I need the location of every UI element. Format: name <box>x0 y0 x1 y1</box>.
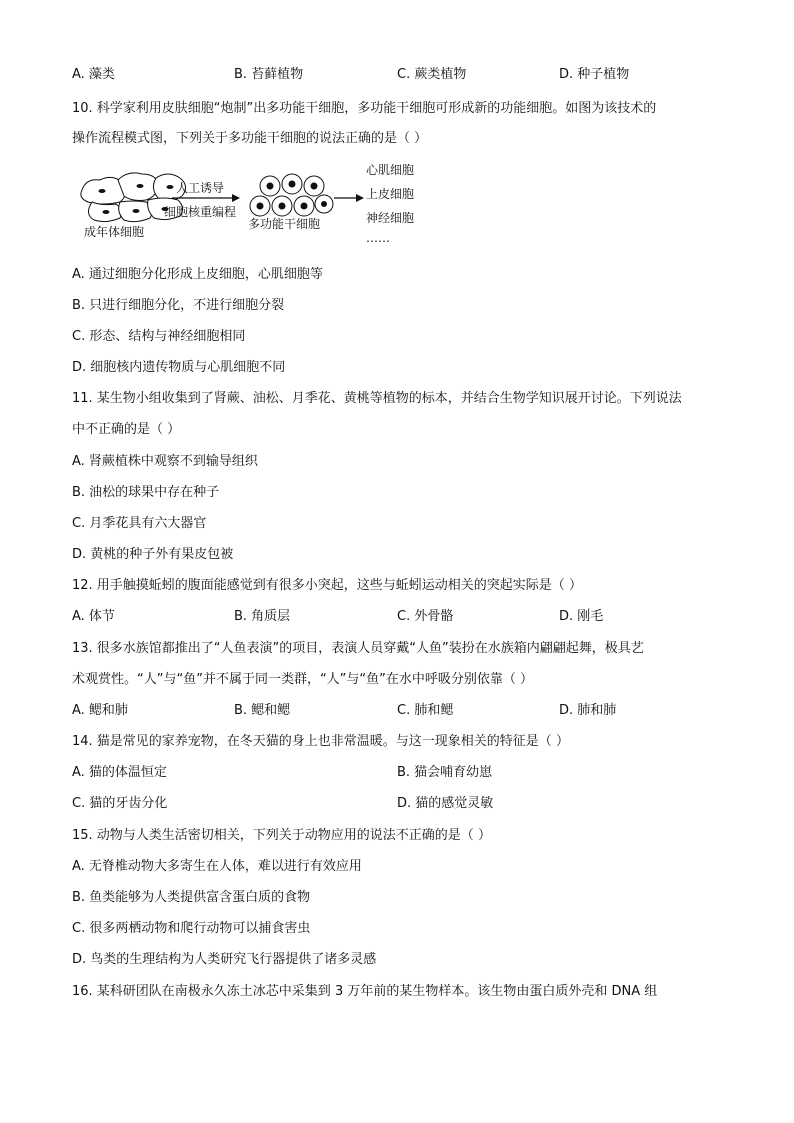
q11-option-c: C. 月季花具有六大器官 <box>72 516 207 531</box>
q15-option-a: A. 无脊椎动物大多寄生在人体，难以进行有效应用 <box>72 859 362 874</box>
q14-option-b: B. 猫会哺育幼崽 <box>397 765 493 780</box>
label-out-etc: …… <box>366 231 390 245</box>
q15-stem: 15. 动物与人类生活密切相关，下列关于动物应用的说法不正确的是（ ） <box>72 828 491 843</box>
q15-option-b: B. 鱼类能够为人类提供富含蛋白质的食物 <box>72 890 311 905</box>
q16-stem-line1: 16. 某科研团队在南极永久冻土冰芯中采集到 3 万年前的某生物样本。该生物由蛋白质外壳和 DNA 组 <box>72 984 658 999</box>
q14-option-a: A. 猫的体温恒定 <box>72 765 167 780</box>
label-arrow-bottom: 细胞核重编程 <box>164 205 237 219</box>
q13-option-b: B. 鳃和鳃 <box>234 703 291 718</box>
q10-option-b: B. 只进行细胞分化，不进行细胞分裂 <box>72 298 285 313</box>
q13-stem-line1: 13. 很多水族馆都推出了“人鱼表演”的项目，表演人员穿戴“人鱼”装扮在水族箱内翩翩起舞，极具艺 <box>72 641 644 656</box>
q12-option-d: D. 刚毛 <box>559 609 604 624</box>
q11-option-d: D. 黄桃的种子外有果皮包被 <box>72 547 234 562</box>
q12-stem: 12. 用手触摸蚯蚓的腹面能感觉到有很多小突起，这些与蚯蚓运动相关的突起实际是（ ） <box>72 578 582 593</box>
q11-option-b: B. 油松的球果中存在种子 <box>72 485 220 500</box>
q14-option-d: D. 猫的感觉灵敏 <box>397 796 494 811</box>
q10-option-d: D. 细胞核内遗传物质与心肌细胞不同 <box>72 360 286 375</box>
q11-stem-line2: 中不正确的是（ ） <box>72 422 181 437</box>
arrow-head-icon <box>356 194 364 202</box>
q15-option-d: D. 鸟类的生理结构为人类研究飞行器提供了诸多灵感 <box>72 952 377 967</box>
q10-option-a: A. 通过细胞分化形成上皮细胞，心肌细胞等 <box>72 267 323 282</box>
q11-option-a: A. 肾蕨植株中观察不到输导组织 <box>72 454 258 469</box>
label-out-cardiac: 心肌细胞 <box>366 163 415 177</box>
q13-stem-line2: 术观赏性。“人”与“鱼”并不属于同一类群，“人”与“鱼”在水中呼吸分别依靠（ ） <box>72 672 534 687</box>
q14-option-c: C. 猫的牙齿分化 <box>72 796 168 811</box>
stem-cell-diagram <box>72 160 432 250</box>
q12-option-c: C. 外骨骼 <box>397 609 454 624</box>
q10-stem-line1: 10. 科学家利用皮肤细胞“炮制”出多功能干细胞，多功能干细胞可形成新的功能细胞。如图为该技术的 <box>72 101 657 116</box>
label-out-epithelial: 上皮细胞 <box>366 187 415 201</box>
q13-option-d: D. 肺和肺 <box>559 703 617 718</box>
q9-option-b: B. 苔藓植物 <box>234 67 304 82</box>
q9-option-a: A. 藻类 <box>72 67 115 82</box>
q13-option-c: C. 肺和鳃 <box>397 703 454 718</box>
q14-stem: 14. 猫是常见的家养宠物，在冬天猫的身上也非常温暖。与这一现象相关的特征是（ ） <box>72 734 569 749</box>
q9-option-d: D. 种子植物 <box>559 67 630 82</box>
q12-option-b: B. 角质层 <box>234 609 291 624</box>
q10-stem-line2: 操作流程模式图，下列关于多功能干细胞的说法正确的是（ ） <box>72 131 428 146</box>
q15-option-c: C. 很多两栖动物和爬行动物可以捕食害虫 <box>72 921 311 936</box>
q10-option-c: C. 形态、结构与神经细胞相同 <box>72 329 246 344</box>
q11-stem-line1: 11. 某生物小组收集到了肾蕨、油松、月季花、黄桃等植物的标本，并结合生物学知识展开讨论。下列说法 <box>72 391 682 406</box>
label-adult-cell: 成年体细胞 <box>84 225 145 239</box>
q12-option-a: A. 体节 <box>72 609 115 624</box>
q9-option-c: C. 蕨类植物 <box>397 67 467 82</box>
label-out-neuron: 神经细胞 <box>366 211 415 225</box>
label-arrow-top: 人工诱导 <box>176 181 225 195</box>
stem-cells-figure <box>250 174 333 216</box>
arrow-head-icon <box>232 194 240 202</box>
label-stem-cell: 多功能干细胞 <box>248 217 321 231</box>
q13-option-a: A. 鳃和肺 <box>72 703 128 718</box>
